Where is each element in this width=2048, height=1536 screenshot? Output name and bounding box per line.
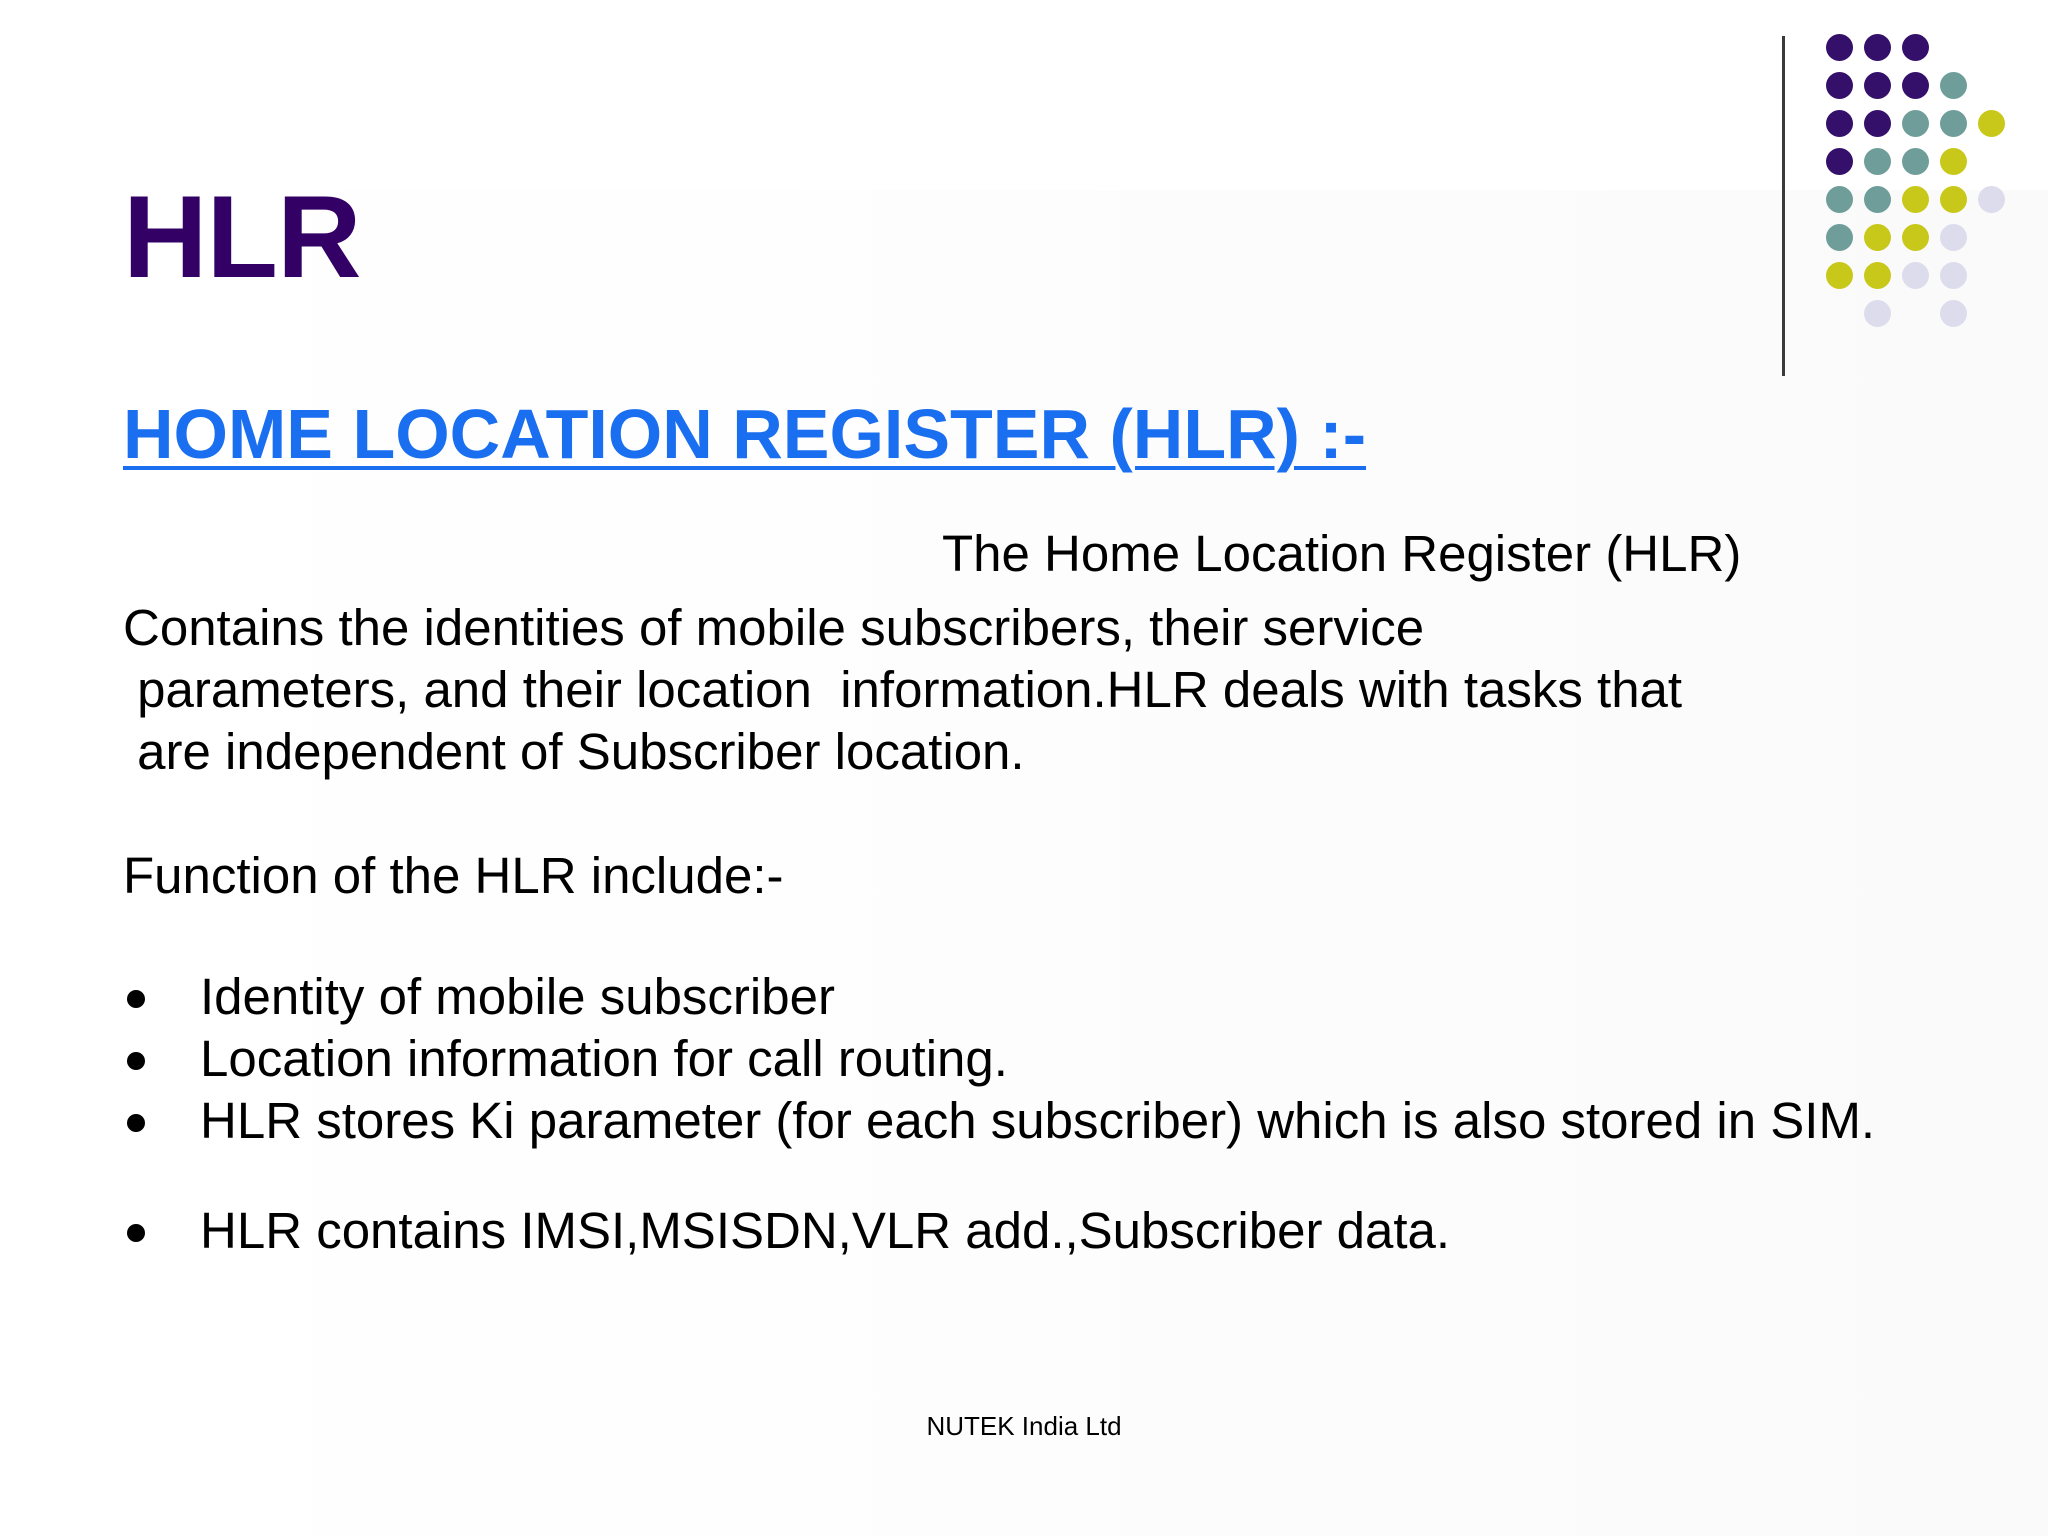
intro-line: The Home Location Register (HLR) [942, 525, 1742, 582]
functions-heading: Function of the HLR include:- [123, 847, 784, 904]
paragraph-line-3: are independent of Subscriber location. [123, 723, 1025, 780]
decorative-dot [1902, 148, 1929, 175]
decorative-dot [1826, 148, 1853, 175]
decorative-dot [1940, 110, 1967, 137]
decorative-dot [1864, 34, 1891, 61]
hlr-heading-link[interactable]: HOME LOCATION REGISTER (HLR) :- [123, 395, 1367, 473]
decorative-dot [1902, 186, 1929, 213]
decorative-dot [1940, 300, 1967, 327]
decorative-dot [1902, 72, 1929, 99]
bullet-text: HLR stores Ki parameter (for each subscriber) which is also stored in SIM. [200, 1092, 1876, 1149]
bullet-text: Location information for call routing. [200, 1030, 1008, 1087]
decorative-dot [1940, 262, 1967, 289]
footer-text: NUTEK India Ltd [926, 1411, 1122, 1441]
bullet-icon [127, 1114, 145, 1132]
decorative-dot [1864, 110, 1891, 137]
paragraph-line-2: parameters, and their location information.HLR deals with tasks that [123, 661, 1683, 718]
decorative-dot [1978, 110, 2005, 137]
decorative-dot [1940, 148, 1967, 175]
decorative-dot [1826, 110, 1853, 137]
decorative-dot [1826, 224, 1853, 251]
decorative-dot [1978, 186, 2005, 213]
decorative-dot [1864, 300, 1891, 327]
bullet-text: HLR contains IMSI,MSISDN,VLR add.,Subscriber data. [200, 1202, 1451, 1259]
paragraph-line-1: Contains the identities of mobile subscribers, their service [123, 599, 1425, 656]
decorative-dot [1826, 34, 1853, 61]
slide-title: HLR [123, 171, 361, 302]
decorative-dot [1864, 148, 1891, 175]
decorative-dot [1864, 186, 1891, 213]
decorative-dot [1864, 72, 1891, 99]
decorative-dot [1902, 34, 1929, 61]
decorative-dot [1826, 262, 1853, 289]
bullet-icon [127, 1224, 145, 1242]
vertical-divider [1782, 36, 1785, 376]
decorative-dot [1826, 72, 1853, 99]
decorative-dot [1940, 224, 1967, 251]
decorative-dot [1902, 224, 1929, 251]
decorative-dot [1826, 186, 1853, 213]
decorative-dot [1902, 262, 1929, 289]
decorative-dot [1864, 224, 1891, 251]
decorative-dot [1902, 110, 1929, 137]
decorative-dot [1864, 262, 1891, 289]
decorative-dot [1940, 186, 1967, 213]
bullet-text: Identity of mobile subscriber [200, 968, 835, 1025]
decorative-dot-pattern [1826, 34, 2026, 334]
bullet-icon [127, 1052, 145, 1070]
decorative-dot [1940, 72, 1967, 99]
bullet-icon [127, 990, 145, 1008]
